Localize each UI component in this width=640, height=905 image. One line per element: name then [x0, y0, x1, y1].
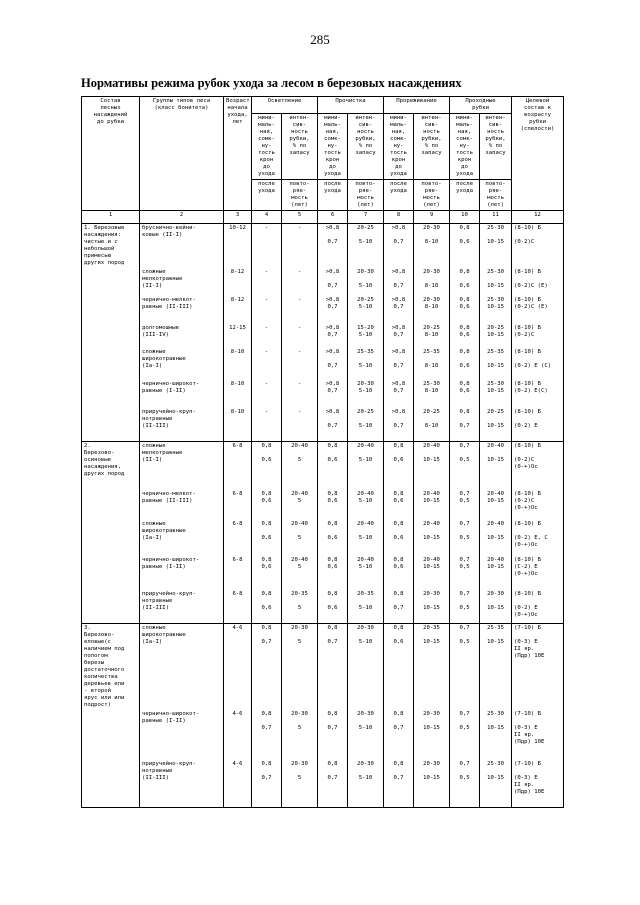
- table-row: [82, 556, 564, 590]
- column-number: 5: [282, 210, 318, 223]
- table-cell-c10: 0,8 0,6: [450, 223, 480, 267]
- table-cell-c5: -: [282, 296, 318, 324]
- table-cell-c9: 25-35 8-10: [414, 348, 450, 380]
- table-cell-c9: 20-30 10-15: [414, 760, 450, 808]
- table-cell-c11: 20-30 10-15: [480, 590, 512, 624]
- table-row: [82, 710, 564, 760]
- norms-table: [81, 96, 564, 808]
- table-cell-c12: (8-10) Б (0-2)С: [512, 223, 564, 267]
- table-cell-c3: 6-8: [224, 442, 252, 490]
- table-cell-c8: 0,8 0,7: [384, 760, 414, 808]
- table-row: [82, 760, 564, 808]
- table-cell-c2: сложные широкотравные (Iа-I): [140, 348, 224, 380]
- header-after-care: после ухода: [450, 179, 480, 210]
- table-cell-c4: 0,8 0,6: [252, 490, 282, 520]
- table-cell-c8: 0,8 0,6: [384, 490, 414, 520]
- table-cell-c5: 20-40 5: [282, 442, 318, 490]
- table-cell-c12: (8-10) Б (0-2) Е(С): [512, 380, 564, 408]
- table-cell-c11: 20-40 10-15: [480, 490, 512, 520]
- table-cell-c9: 20-30 8-10: [414, 296, 450, 324]
- table-cell-c12: (8-10) Б (0-2)С (0-+)Ос: [512, 490, 564, 520]
- table-cell-c4: 0,8 0,7: [252, 710, 282, 760]
- table-row: [82, 380, 564, 408]
- table-cell-c8: 0,8 0,6: [384, 624, 414, 710]
- table-cell-c11: 20-25 10-15: [480, 324, 512, 348]
- table-row: [82, 624, 564, 710]
- table-cell-c1: [82, 590, 140, 624]
- table-cell-c10: 0,7 0,5: [450, 624, 480, 710]
- header-intensity: интен- сив- ность рубки, % по запасу: [414, 113, 450, 179]
- table-body: [82, 223, 564, 808]
- table-cell-c4: -: [252, 324, 282, 348]
- table-cell-c3: 4-6: [224, 624, 252, 710]
- table-cell-c9: 20-40 10-15: [414, 556, 450, 590]
- table-cell-c9: 20-25 8-10: [414, 324, 450, 348]
- column-number: 9: [414, 210, 450, 223]
- table-cell-c1: [82, 268, 140, 296]
- table-cell-c3: 6-8: [224, 556, 252, 590]
- table-row: [82, 223, 564, 267]
- table-cell-c7: 20-25 5-10: [348, 296, 384, 324]
- table-cell-c7: 20-25 5-10: [348, 408, 384, 442]
- table-cell-c10: 0,7 0,5: [450, 590, 480, 624]
- table-cell-c3: 4-6: [224, 710, 252, 760]
- table-row: [82, 268, 564, 296]
- header-intensity: интен- сив- ность рубки, % по запасу: [348, 113, 384, 179]
- table-cell-c4: 0,8 0,6: [252, 442, 282, 490]
- table-cell-c5: 20-40 5: [282, 556, 318, 590]
- table-cell-c7: 20-30 5-10: [348, 624, 384, 710]
- header-prorezhivanie: Прореживание: [384, 97, 450, 114]
- table-cell-c5: 20-40 5: [282, 520, 318, 556]
- table-cell-c5: -: [282, 408, 318, 442]
- table-cell-c3: 8-10: [224, 408, 252, 442]
- table-row: [82, 520, 564, 556]
- table-cell-c1: [82, 520, 140, 556]
- table-cell-c12: (7-10) Б (0-3) Е II яр. (Пдр) 10Е: [512, 710, 564, 760]
- table-cell-c7: 15-20 5-10: [348, 324, 384, 348]
- table-cell-c5: 20-40 5: [282, 490, 318, 520]
- table-cell-c1: [82, 556, 140, 590]
- table-cell-c5: -: [282, 223, 318, 267]
- header-forest-type: Группы типов леса (класс бонитета): [140, 97, 224, 211]
- table-cell-c6: >0,8 0,7: [318, 268, 348, 296]
- column-number: 7: [348, 210, 384, 223]
- header-composition: Состав лесных насаждений до рубки: [82, 97, 140, 211]
- table-cell-c4: 0,8 0,7: [252, 760, 282, 808]
- table-cell-c7: 20-25 5-10: [348, 223, 384, 267]
- header-intensity: интен- сив- ность рубки, % по запасу: [480, 113, 512, 179]
- table-cell-c11: 20-25 10-15: [480, 408, 512, 442]
- table-cell-c1: 2. Березово- осиновые насаждения, других пород: [82, 442, 140, 490]
- header-min-density: мини- маль- ная, сомк- ну- тость крон до ухода: [318, 113, 348, 179]
- table-cell-c3: 8-12: [224, 268, 252, 296]
- table-cell-c11: 20-40 10-15: [480, 556, 512, 590]
- table-cell-c7: 20-40 5-10: [348, 520, 384, 556]
- table-cell-c2: долгомошные (III-IV): [140, 324, 224, 348]
- table-cell-c4: 0,8 0,6: [252, 590, 282, 624]
- table-cell-c10: 0,7 0,5: [450, 556, 480, 590]
- table-row: [82, 590, 564, 624]
- header-repeat: повто- ряе- мость (лет): [282, 179, 318, 210]
- table-cell-c10: 0,7 0,5: [450, 442, 480, 490]
- header-after-care: после ухода: [252, 179, 282, 210]
- table-cell-c10: 0,7 0,5: [450, 760, 480, 808]
- table-cell-c10: 0,8 0,6: [450, 380, 480, 408]
- table-cell-c8: >0,8 0,7: [384, 268, 414, 296]
- table-cell-c6: 0,8 0,7: [318, 710, 348, 760]
- column-number: 12: [512, 210, 564, 223]
- table-cell-c7: 20-40 5-10: [348, 490, 384, 520]
- table-cell-c6: 0,8 0,6: [318, 520, 348, 556]
- table-cell-c11: 20-40 10-15: [480, 442, 512, 490]
- table-cell-c10: 0,8 0,7: [450, 408, 480, 442]
- column-number: 2: [140, 210, 224, 223]
- table-cell-c10: 0,8 0,6: [450, 296, 480, 324]
- header-prokhodnye: Проходные рубки: [450, 97, 512, 114]
- table-cell-c1: [82, 490, 140, 520]
- table-cell-c5: -: [282, 380, 318, 408]
- table-cell-c4: -: [252, 408, 282, 442]
- table-cell-c12: (8-10) Б (0-2)С (Е): [512, 296, 564, 324]
- table-cell-c5: -: [282, 324, 318, 348]
- table-cell-c3: 8-10: [224, 348, 252, 380]
- table-cell-c3: 6-8: [224, 590, 252, 624]
- table-cell-c5: 20-35 5: [282, 590, 318, 624]
- table-cell-c4: -: [252, 296, 282, 324]
- page-number: 285: [310, 32, 330, 47]
- header-after-care: после ухода: [384, 179, 414, 210]
- table-cell-c2: приручейно-круп- нотравные (II-III): [140, 590, 224, 624]
- header-repeat: повто- ряе- мость (лет): [480, 179, 512, 210]
- header-osvetlenie: Осветление: [252, 97, 318, 114]
- table-cell-c12: (8-10) Б (0-2) Е (С): [512, 348, 564, 380]
- table-cell-c8: >0,8 0,7: [384, 223, 414, 267]
- table-cell-c8: >0,8 0,7: [384, 296, 414, 324]
- table-cell-c12: (8-10) Б (0-2)С (0-+)Ос: [512, 442, 564, 490]
- table-cell-c2: сложные широкотравные (Iа-I): [140, 624, 224, 710]
- table-cell-c9: 20-30 10-15: [414, 710, 450, 760]
- table-cell-c12: (7-10) Б (0-3) Е II яр. (Пдр) 10Е: [512, 624, 564, 710]
- table-cell-c2: приручейно-круп- нотравные (II-III): [140, 408, 224, 442]
- table-cell-c8: >0,8 0,7: [384, 324, 414, 348]
- table-cell-c9: 20-40 10-15: [414, 442, 450, 490]
- table-cell-c6: >0,8 0,7: [318, 380, 348, 408]
- table-row: [82, 490, 564, 520]
- table-cell-c12: (8-10) Б (0-2)С (Е): [512, 268, 564, 296]
- table-cell-c6: 0,8 0,6: [318, 442, 348, 490]
- table-cell-c5: -: [282, 268, 318, 296]
- table-cell-c6: >0,8 0,7: [318, 324, 348, 348]
- table-cell-c2: сложные широкотравные (Iа-I): [140, 520, 224, 556]
- table-cell-c10: 0,8 0,6: [450, 268, 480, 296]
- table-cell-c2: чернично-широкот- равные (I-II): [140, 710, 224, 760]
- table-cell-c9: 20-40 10-15: [414, 490, 450, 520]
- table-cell-c6: >0,8 0,7: [318, 223, 348, 267]
- header-min-density: мини- маль- ная, сомк- ну- тость крон до ухода: [450, 113, 480, 179]
- table-cell-c11: 25-35 10-15: [480, 348, 512, 380]
- table-cell-c10: 0,8 0,6: [450, 348, 480, 380]
- table-cell-c4: -: [252, 268, 282, 296]
- table-row: [82, 324, 564, 348]
- table-cell-c3: 6-8: [224, 520, 252, 556]
- table-cell-c3: 4-6: [224, 760, 252, 808]
- table-title: Нормативы режима рубок ухода за лесом в березовых насаждениях: [81, 76, 462, 90]
- table-cell-c3: 10-12: [224, 223, 252, 267]
- table-cell-c12: (8-10) Б (0-2) Е (0-+)Ос: [512, 590, 564, 624]
- table-cell-c11: 25-30 10-15: [480, 296, 512, 324]
- table-cell-c1: [82, 296, 140, 324]
- table-cell-c9: 20-40 10-15: [414, 520, 450, 556]
- table-cell-c11: 25-30 10-15: [480, 760, 512, 808]
- table-cell-c1: [82, 760, 140, 808]
- table-cell-c5: 20-30 5: [282, 760, 318, 808]
- table-cell-c4: -: [252, 348, 282, 380]
- table-cell-c6: 0,8 0,7: [318, 760, 348, 808]
- table-row: [82, 408, 564, 442]
- header-intensity: интен- сив- ность рубки, % по запасу: [282, 113, 318, 179]
- table-cell-c2: чернично-мелкот- равные (II-III): [140, 490, 224, 520]
- table-cell-c4: -: [252, 380, 282, 408]
- table-cell-c7: 20-40 5-10: [348, 442, 384, 490]
- table-cell-c11: 25-35 10-15: [480, 624, 512, 710]
- table-cell-c11: 25-30 10-15: [480, 380, 512, 408]
- table-cell-c12: (8-10) Б (0-2) Е, С (0-+)Ос: [512, 520, 564, 556]
- column-number: 4: [252, 210, 282, 223]
- table-cell-c7: 20-35 5-10: [348, 590, 384, 624]
- table-cell-c11: 20-40 10-15: [480, 520, 512, 556]
- table-cell-c8: 0,8 0,6: [384, 442, 414, 490]
- table-cell-c9: 25-30 8-10: [414, 380, 450, 408]
- column-number: 11: [480, 210, 512, 223]
- header-after-care: после ухода: [318, 179, 348, 210]
- table-cell-c11: 25-30 10-15: [480, 710, 512, 760]
- table-cell-c2: сложные мелкотравные (II-I): [140, 268, 224, 296]
- table-cell-c8: 0,8 0,6: [384, 520, 414, 556]
- table-cell-c10: 0,8 0,6: [450, 324, 480, 348]
- table-cell-c4: 0,8 0,6: [252, 520, 282, 556]
- table-cell-c5: -: [282, 348, 318, 380]
- table-cell-c7: 20-30 5-10: [348, 710, 384, 760]
- header-start-age: Возраст начала ухода, лет: [224, 97, 252, 211]
- table-cell-c9: 20-25 8-10: [414, 408, 450, 442]
- table-row: [82, 348, 564, 380]
- table-cell-c11: 25-30 10-15: [480, 223, 512, 267]
- table-cell-c10: 0,7 0,5: [450, 710, 480, 760]
- table-cell-c8: 0,8 0,7: [384, 590, 414, 624]
- table-cell-c4: -: [252, 223, 282, 267]
- column-number: 1: [82, 210, 140, 223]
- table-cell-c1: 1. Березовые насаждения: чистые и с небольшой примесью других пород: [82, 223, 140, 267]
- header-prochistka: Прочистка: [318, 97, 384, 114]
- table-cell-c2: чернично-широкот- равные (I-II): [140, 380, 224, 408]
- table-cell-c7: 20-30 5-10: [348, 380, 384, 408]
- table-cell-c12: (8-10) Б (0-2)С: [512, 324, 564, 348]
- table-cell-c9: 20-30 8-10: [414, 268, 450, 296]
- table-cell-c6: 0,8 0,6: [318, 590, 348, 624]
- header-repeat: повто- ряе- мость (лет): [414, 179, 450, 210]
- table-cell-c4: 0,8 0,7: [252, 624, 282, 710]
- table-cell-c6: >0,8 0,7: [318, 408, 348, 442]
- table-cell-c11: 25-30 10-15: [480, 268, 512, 296]
- table-cell-c7: 20-40 5-10: [348, 556, 384, 590]
- table-cell-c1: 3. Березово- еловые(с наличием под пологом березы достаточного количества деревьев ели - второй ярус или или подрост): [82, 624, 140, 710]
- table-cell-c1: [82, 408, 140, 442]
- table-cell-c9: 20-35 10-15: [414, 624, 450, 710]
- table-cell-c9: 20-30 10-15: [414, 590, 450, 624]
- table-cell-c1: [82, 380, 140, 408]
- table-cell-c3: 12-15: [224, 324, 252, 348]
- table-cell-c5: 20-30 5: [282, 710, 318, 760]
- table-cell-c7: 25-35 5-10: [348, 348, 384, 380]
- table-cell-c8: 0,8 0,7: [384, 710, 414, 760]
- column-number: 10: [450, 210, 480, 223]
- column-number: 8: [384, 210, 414, 223]
- table-cell-c8: 0,8 0,6: [384, 556, 414, 590]
- column-number: 6: [318, 210, 348, 223]
- table-cell-c6: 0,8 0,6: [318, 556, 348, 590]
- table-row: [82, 442, 564, 490]
- table-cell-c12: (8-10) Б (0-2) Е: [512, 408, 564, 442]
- table-cell-c8: >0,8 0,7: [384, 348, 414, 380]
- table-cell-c6: 0,8 0,6: [318, 490, 348, 520]
- table-cell-c2: сложные мелкотравные (II-I): [140, 442, 224, 490]
- table-cell-c4: 0,8 0,6: [252, 556, 282, 590]
- header-repeat: повто- ряе- мость (лет): [348, 179, 384, 210]
- table-cell-c10: 0,7 0,5: [450, 490, 480, 520]
- table-cell-c6: >0,8 0,7: [318, 348, 348, 380]
- column-number: 3: [224, 210, 252, 223]
- header-target-composition: Целевой состав к возрасту рубки (спелости): [512, 97, 564, 211]
- table-cell-c8: >0,8 0,7: [384, 380, 414, 408]
- table-cell-c1: [82, 324, 140, 348]
- table-cell-c9: 20-30 8-10: [414, 223, 450, 267]
- table-cell-c2: брусничнo-вейни- ковые (II-I): [140, 223, 224, 267]
- table-cell-c10: 0,7 0,5: [450, 520, 480, 556]
- table-cell-c1: [82, 710, 140, 760]
- table-row: [82, 296, 564, 324]
- table-cell-c12: (8-10) Б (С-2) Е (0-+)Ос: [512, 556, 564, 590]
- table-cell-c5: 20-30 5: [282, 624, 318, 710]
- table-cell-c2: приручейно-круп- нотравные (II-III): [140, 760, 224, 808]
- table-cell-c7: 20-30 5-10: [348, 760, 384, 808]
- table-cell-c3: 6-8: [224, 490, 252, 520]
- table-cell-c6: >0,8 0,7: [318, 296, 348, 324]
- header-min-density: мини- маль- ная, сомк- ну- тость крон до ухода: [252, 113, 282, 179]
- table-cell-c6: 0,8 0,7: [318, 624, 348, 710]
- table-cell-c12: (7-10) Б (0-3) Е II яр. (Пдр) 10Е: [512, 760, 564, 808]
- table-cell-c2: чернично-мелкот- равные (II-III): [140, 296, 224, 324]
- table-cell-c1: [82, 348, 140, 380]
- table-cell-c2: чернично-широкот- равные (I-II): [140, 556, 224, 590]
- table-cell-c7: 20-30 5-10: [348, 268, 384, 296]
- table-cell-c8: >0,8 0,7: [384, 408, 414, 442]
- table-cell-c3: 8-10: [224, 380, 252, 408]
- table-cell-c3: 8-12: [224, 296, 252, 324]
- header-min-density: мини- маль- ная, сомк- ну- тость крон до ухода: [384, 113, 414, 179]
